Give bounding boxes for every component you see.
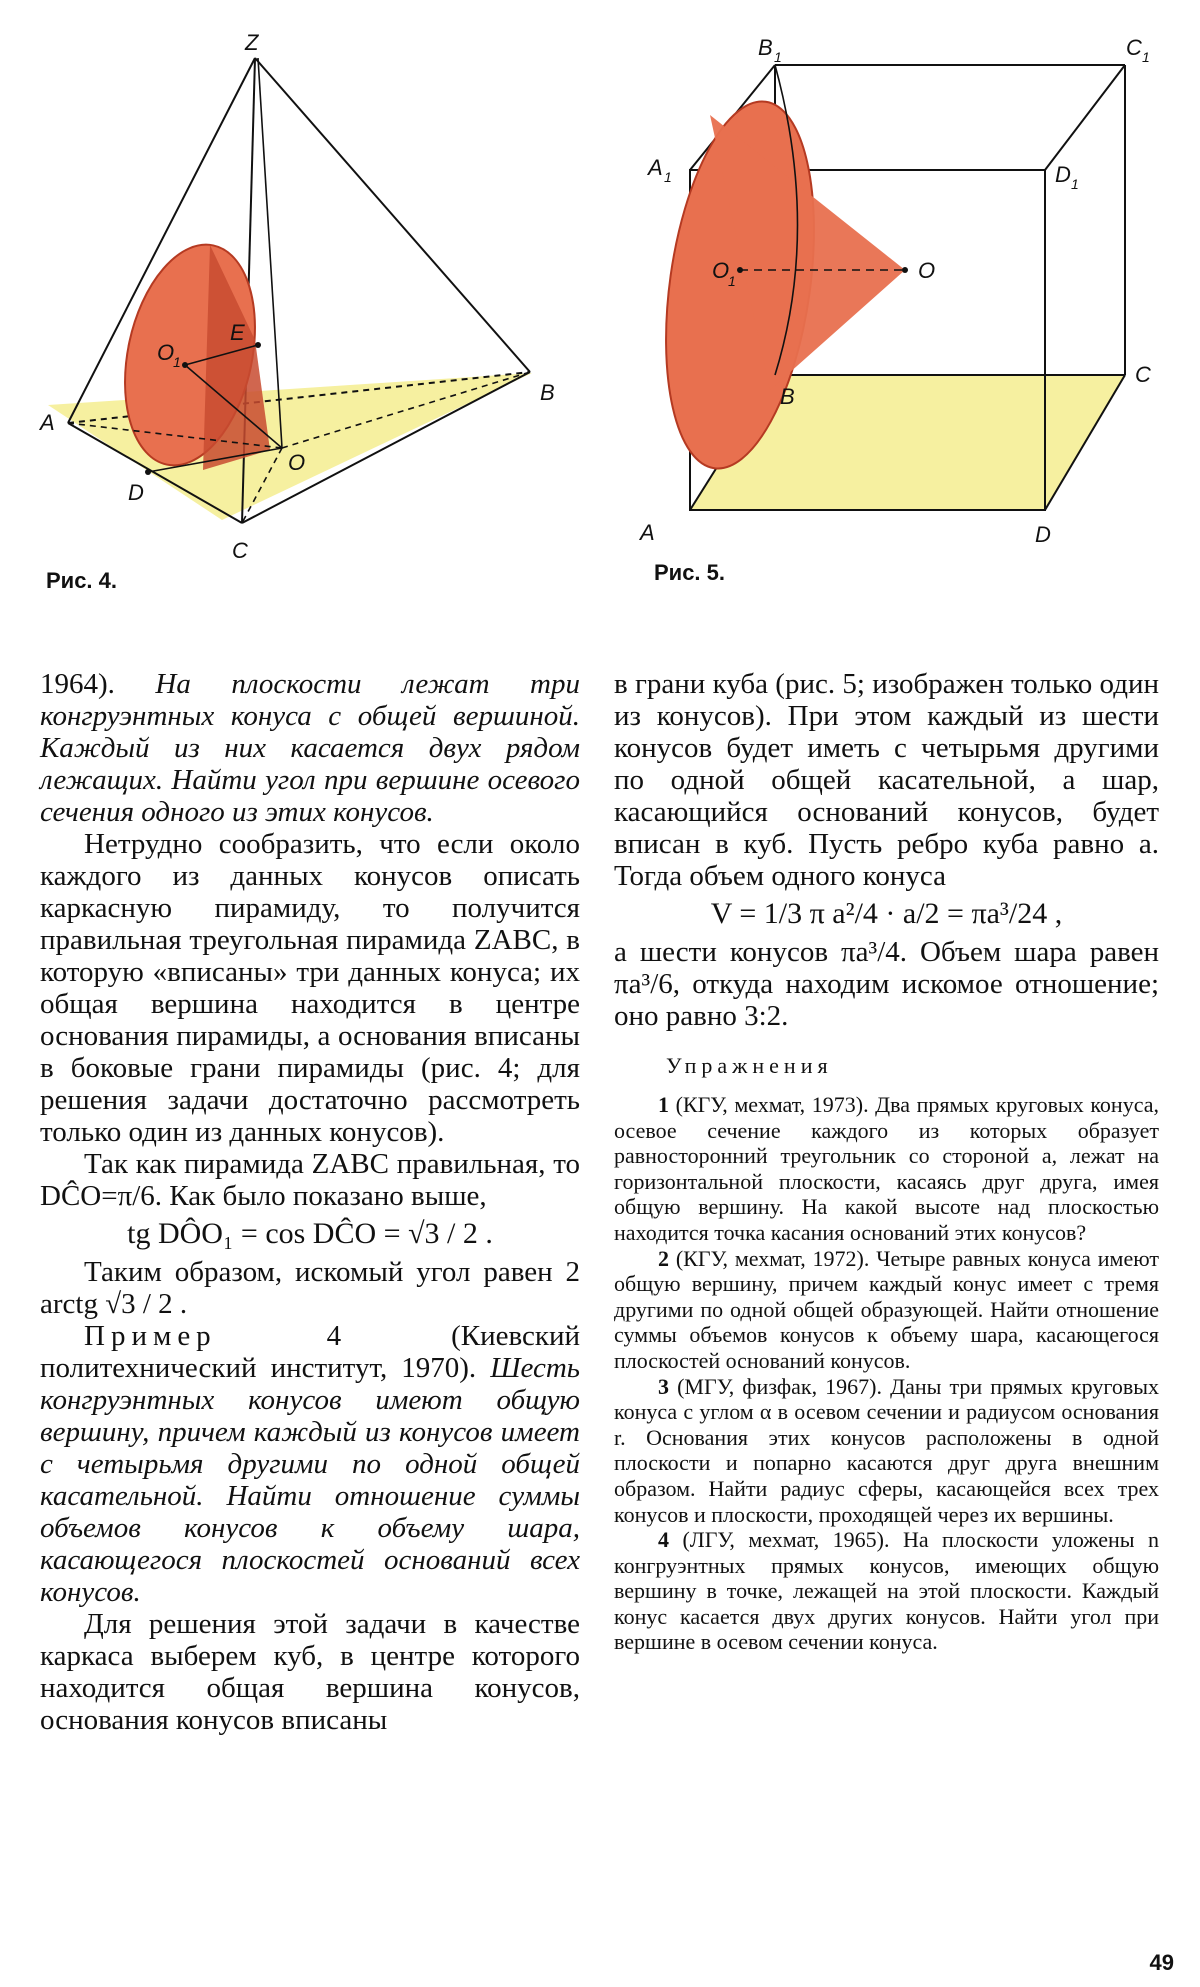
point-o1 (182, 362, 188, 368)
label-o1: O (712, 258, 730, 283)
cube-cone-drawing (640, 30, 1170, 550)
point-d (145, 469, 151, 475)
label-o1: O (157, 340, 175, 365)
point-o1 (737, 267, 743, 273)
right-column (614, 668, 1159, 1655)
paragraph-example-4 (40, 1320, 580, 1608)
left-column (40, 668, 580, 1736)
formula-tg: tg DÔO₁ = cos DĈO = √3 / 2 . (127, 1217, 493, 1250)
paragraph-pyramid: Нетрудно сообразить, что если около каждого из данных конусов описать каркасную пирамиду, то получится правильная треугольная пирамида ZABC, в которую «вписаны» три данных конуса; их общая вершина находится в центре основания пирамиды, а основания вписаны в боковые грани пирамиды (рис. 4; для решения задачи достаточно рассмотреть только один из данных конусов). (40, 828, 580, 1148)
example-4-title: Пример 4 (84, 1320, 348, 1352)
label-o1-sub: 1 (728, 273, 736, 289)
label-o: O (288, 450, 306, 475)
edge-d1c1 (1045, 65, 1125, 170)
exercises-list (614, 1092, 1159, 1655)
exercise-3-number: 3 (658, 1373, 669, 1399)
point-e (255, 342, 261, 348)
label-c1-sub: 1 (1142, 49, 1150, 65)
example-4-source: (Киевский политехнический институт, 1970). (40, 1320, 581, 1384)
example-4-text: Шесть конгруэнтных конусов имеют общую вершину, причем каждый из конусов имеет с четырьмя другими по одной общей касательной. Найти отношение суммы объемов конусов к объему шара, касающегося плоскостей оснований всех конусов. (40, 1352, 580, 1608)
exercise-4 (614, 1527, 1159, 1655)
label-e: E (230, 320, 245, 345)
exercise-4-number: 4 (658, 1527, 669, 1553)
figure-4 (20, 30, 580, 563)
pyramid-cone-drawing (20, 30, 580, 563)
label-c: C (1135, 362, 1151, 387)
label-a: A (40, 410, 55, 435)
label-c: C (232, 538, 248, 563)
figure-4-caption: Рис. 4. (46, 568, 118, 593)
label-b1: B (758, 35, 773, 60)
exercise-2 (614, 1246, 1159, 1374)
page-number: 49 (1149, 1950, 1174, 1975)
paragraph-ratio: а шести конусов πa³/4. Объем шара равен πa³/6, откуда находим искомое отношение; оно равно 3:2. (614, 936, 1159, 1032)
exercise-3 (614, 1374, 1159, 1528)
exercise-1-text: (КГУ, мехмат, 1973). Два прямых круговых конуса, осевое сечение каждого из которых образует равносторонний треугольник со стороной a, лежат на горизонтальной плоскости, касаясь друг друга, имея общую вершину. На какой высоте над плоскостью находится точка касания оснований этих конусов? (614, 1092, 1160, 1245)
exercise-4-text: (ЛГУ, мехмат, 1965). На плоскости уложены n конгруэнтных прямых конусов, имеющих общую вершину в точке, лежащей на этой плоскости. Каждый конус касается двух других конусов. Найти угол при вершине в осевом сечении конуса. (614, 1527, 1159, 1655)
label-a: A (640, 520, 655, 545)
label-d1-sub: 1 (1071, 176, 1079, 192)
label-o1-sub: 1 (173, 354, 181, 370)
label-d: D (1035, 522, 1051, 547)
exercise-1 (614, 1092, 1159, 1246)
exercises-title: Упражнения (666, 1053, 833, 1078)
paragraph-cube: в грани куба (рис. 5; изображен только один из конусов). При этом каждый из шести конусов будет иметь с четырьмя другими по одной общей касательной, а шар, касающийся оснований конусов, будет вписан в куб. Пусть ребро куба равно a. Тогда объем одного конуса (614, 668, 1159, 892)
label-a1-sub: 1 (664, 169, 672, 185)
paragraph-solution: Для решения этой задачи в качестве каркаса выберем куб, в центре которого находится общая вершина конусов, основания конусов вписаны (40, 1608, 580, 1736)
exercise-2-text: (КГУ, мехмат, 1972). Четыре равных конуса имеют общую вершину, причем каждый конус имеет с тремя другими по одной общей образующей. Найти отношение суммы объемов конусов к объему шара, касающегося плоскостей оснований конусов. (614, 1245, 1160, 1373)
label-b: B (540, 380, 555, 405)
figure-5 (640, 30, 1170, 550)
exercise-1-number: 1 (658, 1092, 669, 1117)
point-o (902, 267, 908, 273)
problem-text: На плоскости лежат три конгруэнтных конуса с общей вершиной. Каждый из них касается двух рядом лежащих. Найти угол при вершине осевого сечения одного из этих конусов. (40, 668, 580, 828)
label-z: Z (245, 30, 259, 55)
problem-year: 1964). (40, 668, 115, 700)
paragraph-answer: Таким образом, искомый угол равен 2 arctg √3 / 2 . (40, 1256, 580, 1320)
exercise-3-text: (МГУ, физфак, 1967). Даны три прямых круговых конуса с углом α в осевом сечении и радиусом основания r. Основания этих конусов расположены в одной плоскости и попарно касаются друг друга внешним образом. Найти радиус сферы, касающейся всех трех конусов и плоскости, проходящей через их вершины. (614, 1373, 1160, 1527)
label-b: B (780, 384, 795, 409)
label-c1: C (1126, 35, 1142, 60)
exercise-2-number: 2 (658, 1245, 669, 1271)
label-a1: A (648, 155, 663, 180)
edge-zb (255, 58, 530, 372)
label-d: D (128, 480, 144, 505)
label-o: O (918, 258, 936, 283)
formula-volume: V = 1/3 π a²/4 · a/2 = πa³/24 , (710, 897, 1063, 930)
paragraph-angle: Так как пирамида ZABC правильная, то DĈO=π/6. Как было показано выше, (40, 1148, 580, 1212)
label-d1: D (1055, 162, 1071, 187)
figure-5-caption: Рис. 5. (654, 560, 726, 585)
paragraph-problem-statement (40, 668, 580, 828)
label-b1-sub: 1 (774, 49, 782, 65)
